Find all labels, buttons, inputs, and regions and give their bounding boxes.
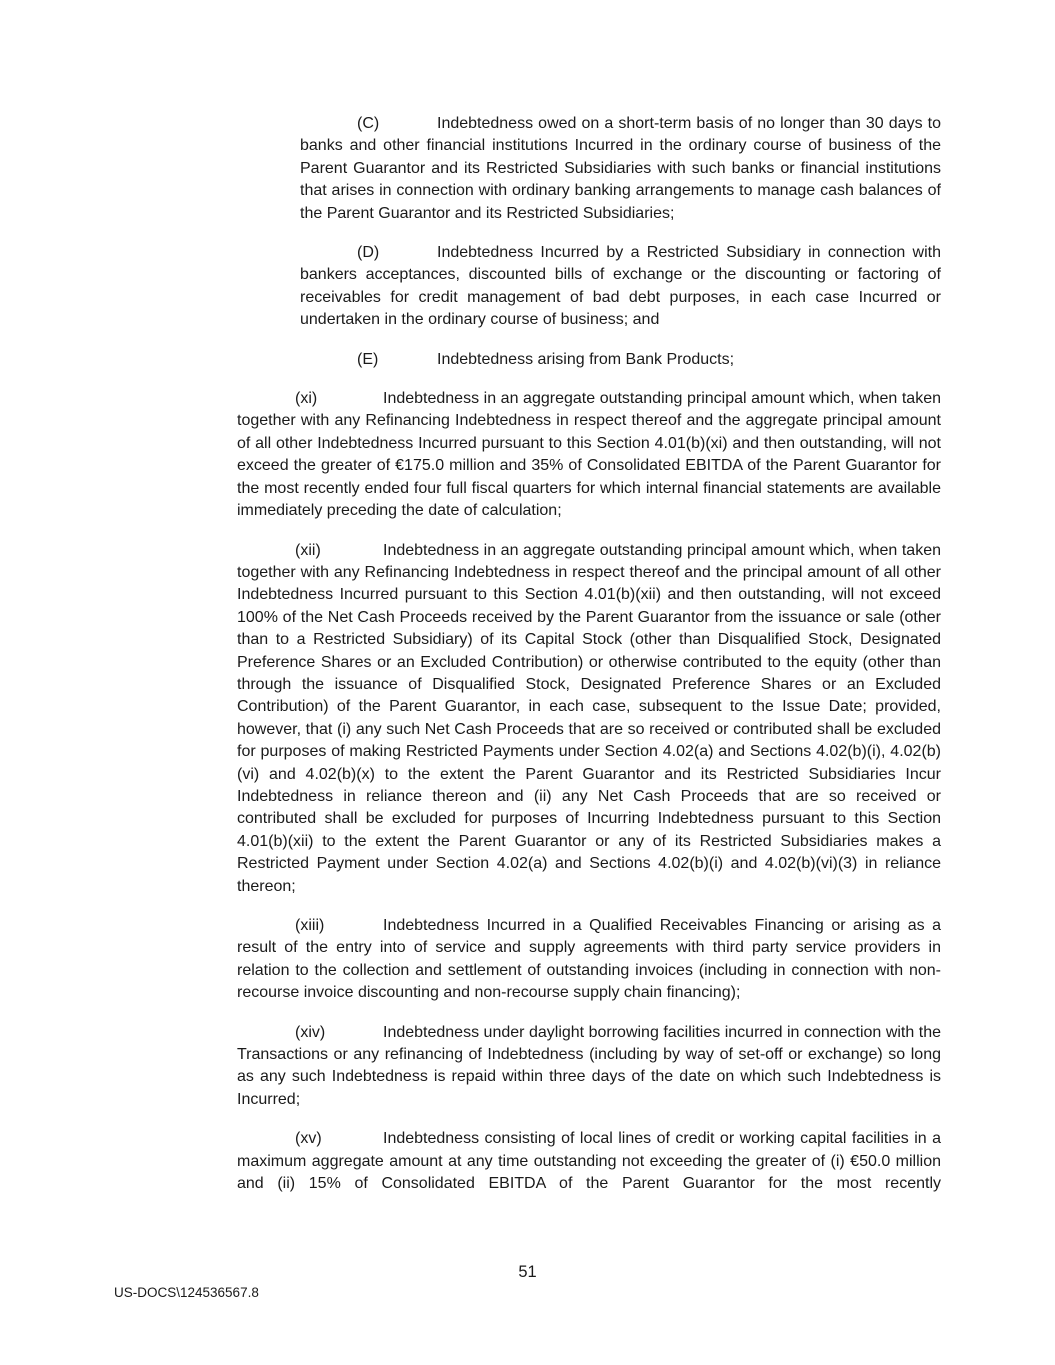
paragraph-xiv <box>237 1022 941 1112</box>
document-id-footer: US-DOCS\124536567.8 <box>114 1285 259 1300</box>
paragraph-d-label: (D) <box>357 244 380 262</box>
page-number: 51 <box>518 1263 537 1281</box>
paragraph-xi <box>237 388 941 522</box>
paragraph-xii-label: (xii) <box>295 541 321 559</box>
paragraph-xiv-label: (xiv) <box>295 1023 326 1041</box>
paragraph-c-text: Indebtedness owed on a short-term basis of no longer than 30 days to banks and other financial institutions Incurred in the ordinary course of business of the Parent Guarantor and its Restricted Subsidiaries with such banks or financial institutions that arises in connection with ordinary banking arrangements to manage cash balances of the Parent Guarantor and its Restricted Subsidiaries; <box>300 115 941 222</box>
paragraph-xv <box>237 1128 941 1195</box>
paragraph-d-text: Indebtedness Incurred by a Restricted Subsidiary in connection with bankers acceptances, discounted bills of exchange or the discounting or factoring of receivables for credit management of bad debt purposes, in each case Incurred or undertaken in the ordinary course of business; and <box>300 244 941 329</box>
paragraph-xii-text: Indebtedness in an aggregate outstanding principal amount which, when taken together with any Refinancing Indebtedness in respect thereof and the principal amount of all other Indebtedness Incurred pursuant to this Section 4.01(b)(xii) and then outstanding, will not exceed 100% of the Net Cash Proceeds received by the Parent Guarantor from the issuance or sale (other than to a Restricted Subsidiary) of its Capital Stock (other than Disqualified Stock, Designated Preference Shares or an Excluded Contribution) or otherwise contributed to the equity (other than through the issuance of Disqualified Stock, Designated Preference Shares or an Excluded Contribution) of the Parent Guarantor, in each case, subsequent to the Issue Date; provided, however, that (i) any such Net Cash Proceeds that are so received or contributed shall be excluded for purposes of making Restricted Payments under Section 4.02(a) and Sections 4.02(b)(i), 4.02(b)(vi) and 4.02(b)(x) to the extent the Parent Guarantor and its Restricted Subsidiaries Incur Indebtedness in reliance thereon and (ii) any Net Cash Proceeds that are so received or contributed shall be excluded for purposes of Incurring Indebtedness pursuant to this Section 4.01(b)(xii) to the extent the Parent Guarantor or any of its Restricted Subsidiaries makes a Restricted Payment under Section 4.02(a) and Sections 4.02(b)(i) and 4.02(b)(vi)(3) in reliance thereon; <box>237 541 941 895</box>
paragraph-xiv-text: Indebtedness under daylight borrowing facilities incurred in connection with the Transactions or any refinancing of Indebtedness (including by way of set-off or exchange) so long as any such Indebtedness is repaid within three days of the date on which such Indebtedness is Incurred; <box>237 1023 941 1108</box>
paragraph-xiii <box>237 915 941 1005</box>
paragraph-xi-label: (xi) <box>295 390 318 408</box>
paragraph-xiii-label: (xiii) <box>295 917 325 934</box>
paragraph-c <box>300 113 941 225</box>
paragraph-e-text: Indebtedness arising from Bank Products; <box>437 350 735 368</box>
paragraph-xv-label: (xv) <box>295 1130 322 1148</box>
paragraph-xv-text: Indebtedness consisting of local lines of credit or working capital facilities in a maximum aggregate amount at any time outstanding not exceeding the greater of (i) €50.0 million and (ii) 15% of Consolidated EBITDA of the Parent Guarantor for the most recently <box>237 1130 941 1193</box>
paragraph-e <box>300 349 941 371</box>
paragraph-e-label: (E) <box>357 350 379 368</box>
document-body-text <box>237 113 941 1212</box>
paragraph-c-label: (C) <box>357 115 380 132</box>
paragraph-xiii-text: Indebtedness Incurred in a Qualified Receivables Financing or arising as a result of the entry into of service and supply agreements with third party service providers in relation to the collection and settlement of outstanding invoices (including in connection with non-recourse invoice discounting and non-recourse supply chain financing); <box>237 917 941 1002</box>
paragraph-xii <box>237 540 941 899</box>
paragraph-d <box>300 242 941 332</box>
paragraph-xi-text: Indebtedness in an aggregate outstanding principal amount which, when taken together with any Refinancing Indebtedness in respect thereof and the aggregate principal amount of all other Indebtedness Incurred pursuant to this Section 4.01(b)(xi) and then outstanding, will not exceed the greater of €175.0 million and 35% of Consolidated EBITDA of the Parent Guarantor for the most recently ended four full fiscal quarters for which internal financial statements are available immediately preceding the date of calculation; <box>237 390 941 520</box>
